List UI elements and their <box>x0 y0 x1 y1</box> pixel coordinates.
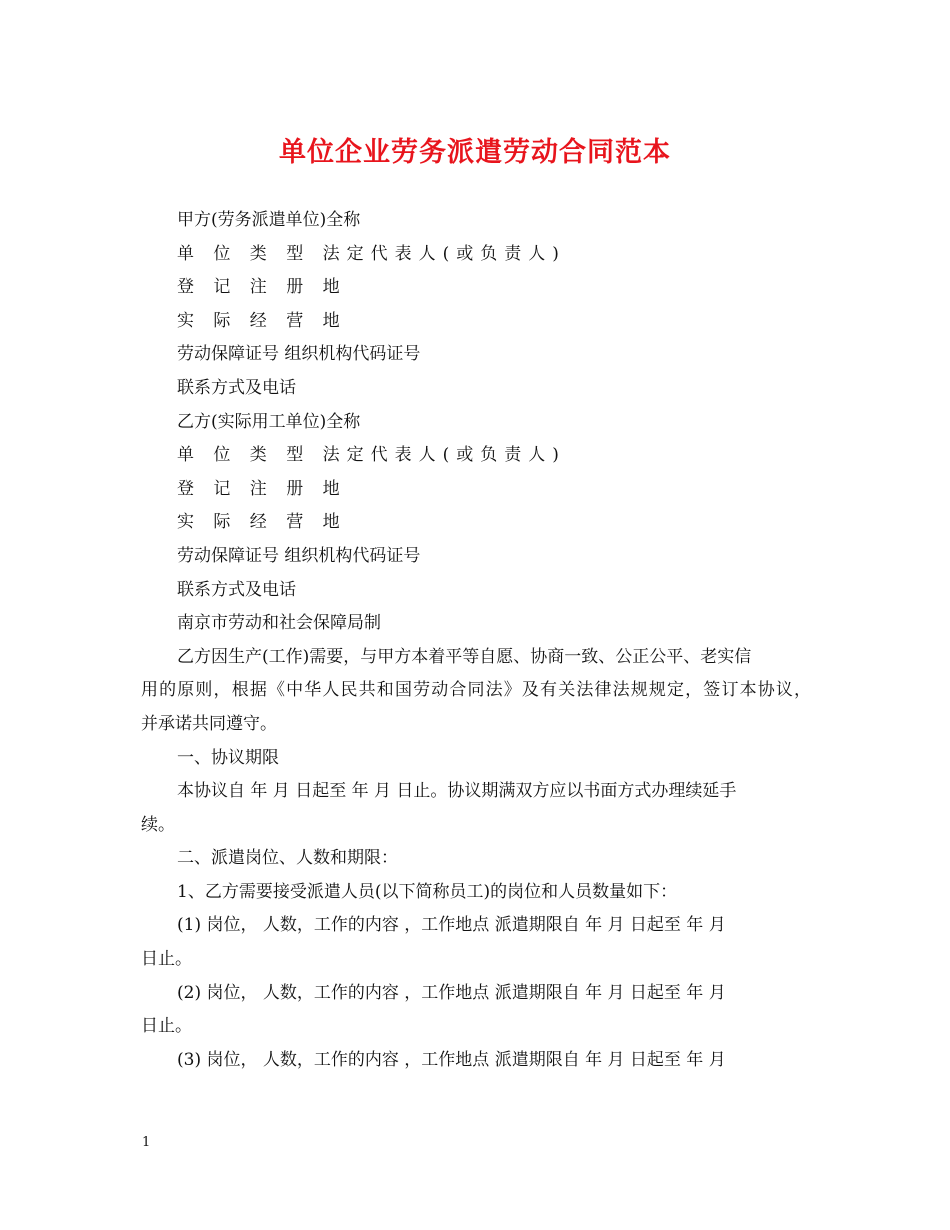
document-body <box>141 204 811 1077</box>
position-2-line-2: 日止。 <box>141 1016 192 1037</box>
preamble-line-2: 用的原则，根据《中华人民共和国劳动合同法》及有关法律法规规定，签订本协议， <box>141 680 811 701</box>
positions-intro-line: 1、乙方需要接受派遣人员(以下简称员工)的岗位和人员数量如下： <box>177 881 678 902</box>
position-3-line-1: (3) 岗位， 人数，工作的内容 ，工作地点 派遣期限自 年 月 日起至 年 月 <box>177 1049 726 1070</box>
party-b-registered-address-line: 登 记 注 册 地 <box>177 478 347 499</box>
page-number: 1 <box>142 1135 151 1150</box>
party-b-business-address-line: 实 际 经 营 地 <box>177 512 347 533</box>
position-2-line-1: (2) 岗位， 人数，工作的内容 ，工作地点 派遣期限自 年 月 日起至 年 月 <box>177 982 726 1003</box>
party-a-registered-address-line: 登 记 注 册 地 <box>177 277 347 298</box>
party-b-license-line: 劳动保障证号 组织机构代码证号 <box>177 545 421 566</box>
party-b-name-line: 乙方(实际用工单位)全称 <box>177 411 361 432</box>
party-a-name-line: 甲方(劳务派遣单位)全称 <box>177 210 361 230</box>
party-b-contact-line: 联系方式及电话 <box>177 579 296 600</box>
party-b-type-line: 单 位 类 型 法定代表人(或负责人) <box>177 445 566 466</box>
section-heading-positions: 二、派遣岗位、人数和期限： <box>177 848 398 869</box>
position-1-line-1: (1) 岗位， 人数，工作的内容 ，工作地点 派遣期限自 年 月 日起至 年 月 <box>177 915 726 936</box>
term-line-2: 续。 <box>141 814 175 835</box>
party-a-contact-line: 联系方式及电话 <box>177 377 296 398</box>
party-a-type-line: 单 位 类 型 法定代表人(或负责人) <box>177 243 566 264</box>
party-a-business-address-line: 实 际 经 营 地 <box>177 310 347 331</box>
party-a-license-line: 劳动保障证号 组织机构代码证号 <box>177 344 421 365</box>
section-heading-term: 一、协议期限 <box>177 747 279 768</box>
position-1-line-2: 日止。 <box>141 949 192 970</box>
document-title: 单位企业劳务派遣劳动合同范本 <box>279 137 671 168</box>
preamble-line-3: 并承诺共同遵守。 <box>141 713 277 734</box>
term-line-1: 本协议自 年 月 日起至 年 月 日止。协议期满双方应以书面方式办理续延手 <box>177 781 737 802</box>
issuer-line: 南京市劳动和社会保障局制 <box>177 613 381 634</box>
preamble-line-1: 乙方因生产(工作)需要，与甲方本着平等自愿、协商一致、公正公平、老实信 <box>177 646 752 667</box>
